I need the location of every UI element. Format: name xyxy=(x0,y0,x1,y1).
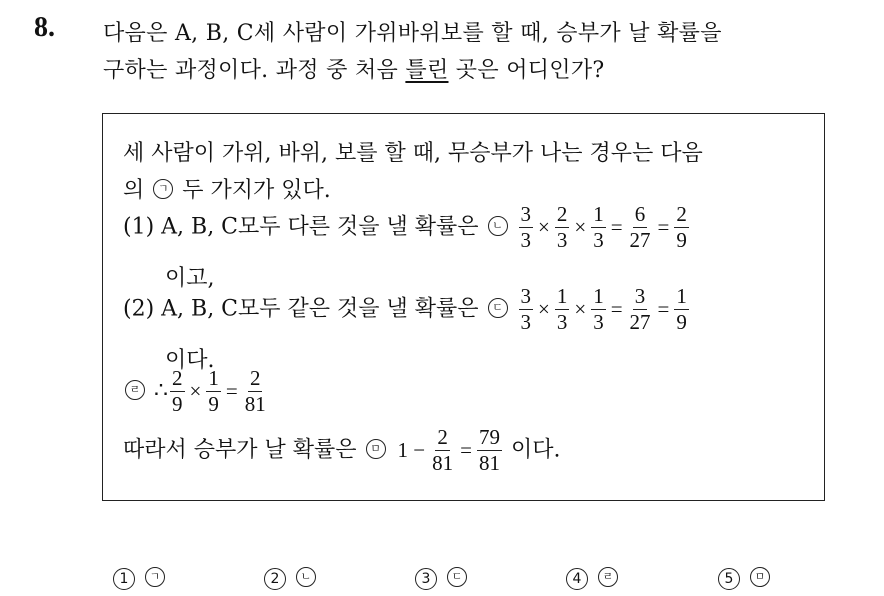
choice-2[interactable] xyxy=(264,568,318,590)
case-1-text: (1) A, B, C모두 다른 것을 낼 확률은 xyxy=(123,214,479,240)
therefore-line: ㄹ ∴ $\frac{2}{9}$ × $\frac{1}{9}$ = $\frac{2}{81}$ xyxy=(123,368,270,415)
question-line-2-post: 곳은 어디인가? xyxy=(448,58,605,83)
case-2-tail: 이다. xyxy=(165,348,215,373)
choice-mark: ㄷ xyxy=(447,567,467,587)
intro-line-1: 세 사람이 가위, 바위, 보를 할 때, 무승부가 나는 경우는 다음 xyxy=(123,141,703,166)
fraction: $\frac{2}{81}$ xyxy=(432,425,454,475)
intro-line-2 xyxy=(123,173,331,204)
choice-mark: ㅁ xyxy=(750,567,770,587)
choice-mark: ㄹ xyxy=(598,567,618,587)
intro-line-2-pre: 의 xyxy=(123,178,145,203)
choice-number: 3 xyxy=(415,568,437,590)
fraction: $\frac{79}{81}$ xyxy=(478,425,500,475)
case-2-line: (2) A, B, C모두 같은 것을 낼 확률은 ㄷ $\frac{3}{3}$ × $\frac{1}{3}$ × $\frac{1}{3}$ = $\frac{3}{27}$ = $\frac{1}{9}$ xyxy=(123,284,687,334)
underlined-word: 틀린 xyxy=(405,58,449,83)
conclusion-line: 따라서 승부가 날 확률은 ㅁ 1 − $\frac{2}{81}$ = $\frac{79}{81}$ 이다. xyxy=(123,425,561,475)
choice-4[interactable] xyxy=(566,568,620,590)
choice-3[interactable] xyxy=(415,568,469,590)
mark-circle-5: ㅁ xyxy=(366,439,386,459)
question-number: 8. xyxy=(34,12,55,43)
choice-1[interactable] xyxy=(113,568,167,590)
therefore-symbol: ∴ xyxy=(154,378,168,404)
fraction: $\frac{6}{27}$ xyxy=(629,202,651,252)
mark-circle-3: ㄷ xyxy=(488,298,508,318)
case-1-tail: 이고, xyxy=(165,266,215,291)
solution-box xyxy=(102,113,825,501)
fraction: $\frac{2}{81}$ xyxy=(244,366,266,416)
fraction: $\frac{2}{3}$ xyxy=(556,202,568,252)
case-2-text: (2) A, B, C모두 같은 것을 낼 확률은 xyxy=(123,296,479,322)
question-line-1: 다음은 A, B, C세 사람이 가위바위보를 할 때, 승부가 날 확률을 xyxy=(103,21,722,46)
fraction: $\frac{3}{3}$ xyxy=(520,202,532,252)
fraction: $\frac{1}{3}$ xyxy=(593,202,604,252)
choice-number: 5 xyxy=(718,568,740,590)
choice-mark: ㄱ xyxy=(145,567,165,587)
choice-number: 1 xyxy=(113,568,135,590)
intro-line-2-post: 두 가지가 있다. xyxy=(182,178,331,203)
fraction: $\frac{2}{9}$ xyxy=(676,202,687,252)
fraction: $\frac{3}{3}$ xyxy=(520,284,532,334)
fraction: $\frac{3}{27}$ xyxy=(629,284,651,334)
choice-mark: ㄴ xyxy=(296,567,316,587)
choice-5[interactable] xyxy=(718,568,772,590)
fraction: $\frac{1}{3}$ xyxy=(593,284,604,334)
question-line-2 xyxy=(103,53,605,84)
conclusion-one: 1 − xyxy=(397,438,426,462)
choice-number: 4 xyxy=(566,568,588,590)
choice-number: 2 xyxy=(264,568,286,590)
fraction: $\frac{1}{9}$ xyxy=(208,366,219,416)
conclusion-pre: 따라서 승부가 날 확률은 xyxy=(123,437,357,463)
mark-circle-4: ㄹ xyxy=(125,380,145,400)
case-1-line: (1) A, B, C모두 다른 것을 낼 확률은 ㄴ $\frac{3}{3}$ × $\frac{2}{3}$ × $\frac{1}{3}$ = $\frac{6}{27}$ = $\frac{2}{9}$ xyxy=(123,202,687,252)
fraction: $\frac{2}{9}$ xyxy=(172,366,183,416)
question-line-2-pre: 구하는 과정이다. 과정 중 처음 xyxy=(103,58,406,83)
mark-circle-2: ㄴ xyxy=(488,216,508,236)
conclusion-post: 이다. xyxy=(510,437,561,463)
mark-circle-1: ㄱ xyxy=(153,179,173,199)
fraction: $\frac{1}{3}$ xyxy=(556,284,568,334)
fraction: $\frac{1}{9}$ xyxy=(676,284,687,334)
answer-choices xyxy=(0,568,884,596)
